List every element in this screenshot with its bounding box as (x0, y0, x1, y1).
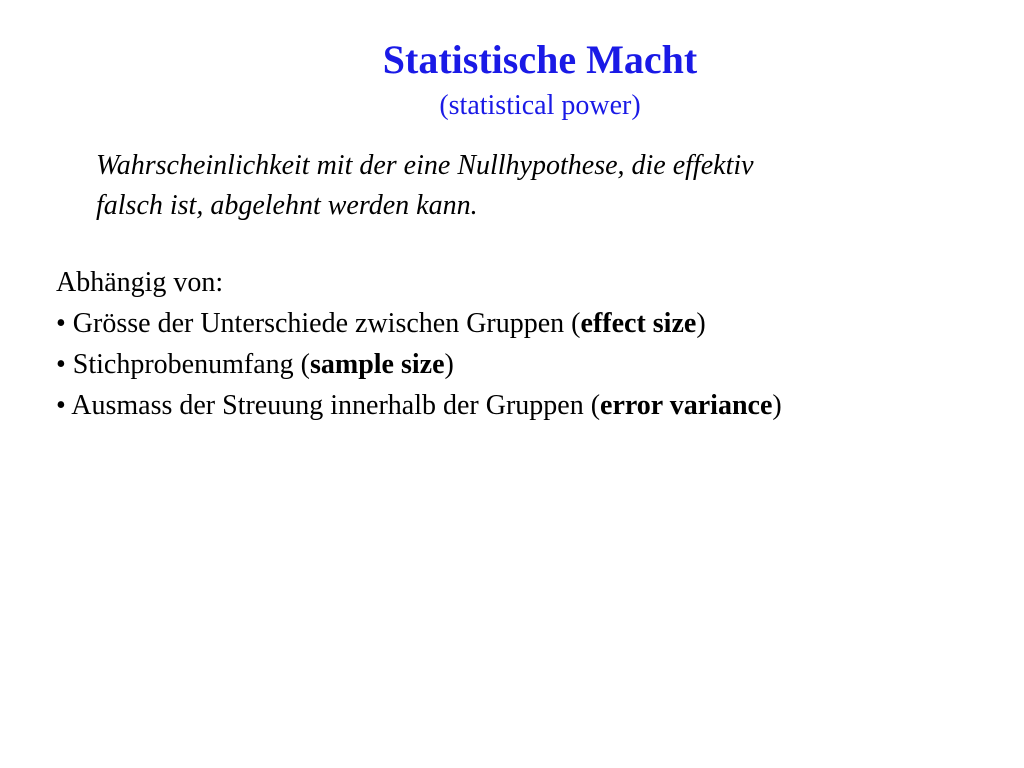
factor-effect-size (56, 303, 996, 344)
definition-line-1: Wahrscheinlichkeit mit der eine Nullhypothese, die effektiv (96, 150, 754, 181)
factor-suffix: ) (696, 308, 706, 339)
factor-term: sample size (309, 349, 445, 380)
factor-term: error variance (600, 390, 773, 421)
factor-prefix: • Ausmass der Streuung innerhalb der Gruppen ( (56, 390, 601, 421)
factor-error-variance (56, 385, 996, 426)
definition-line-2: falsch ist, abgelehnt werden kann. (96, 190, 478, 221)
definition-text (96, 146, 956, 226)
dependencies-heading: Abhängig von: (56, 267, 224, 298)
factor-prefix: • Stichprobenumfang ( (56, 349, 310, 380)
slide-subtitle: (statistical power) (439, 90, 641, 121)
factor-suffix: ) (772, 390, 782, 421)
factor-suffix: ) (444, 349, 454, 380)
slide-title: Statistische Macht (382, 37, 698, 82)
factor-sample-size (56, 344, 996, 385)
factor-prefix: • Grösse der Unterschiede zwischen Gruppen ( (56, 308, 581, 339)
factor-term: effect size (580, 308, 697, 339)
dependencies-list (56, 262, 996, 426)
